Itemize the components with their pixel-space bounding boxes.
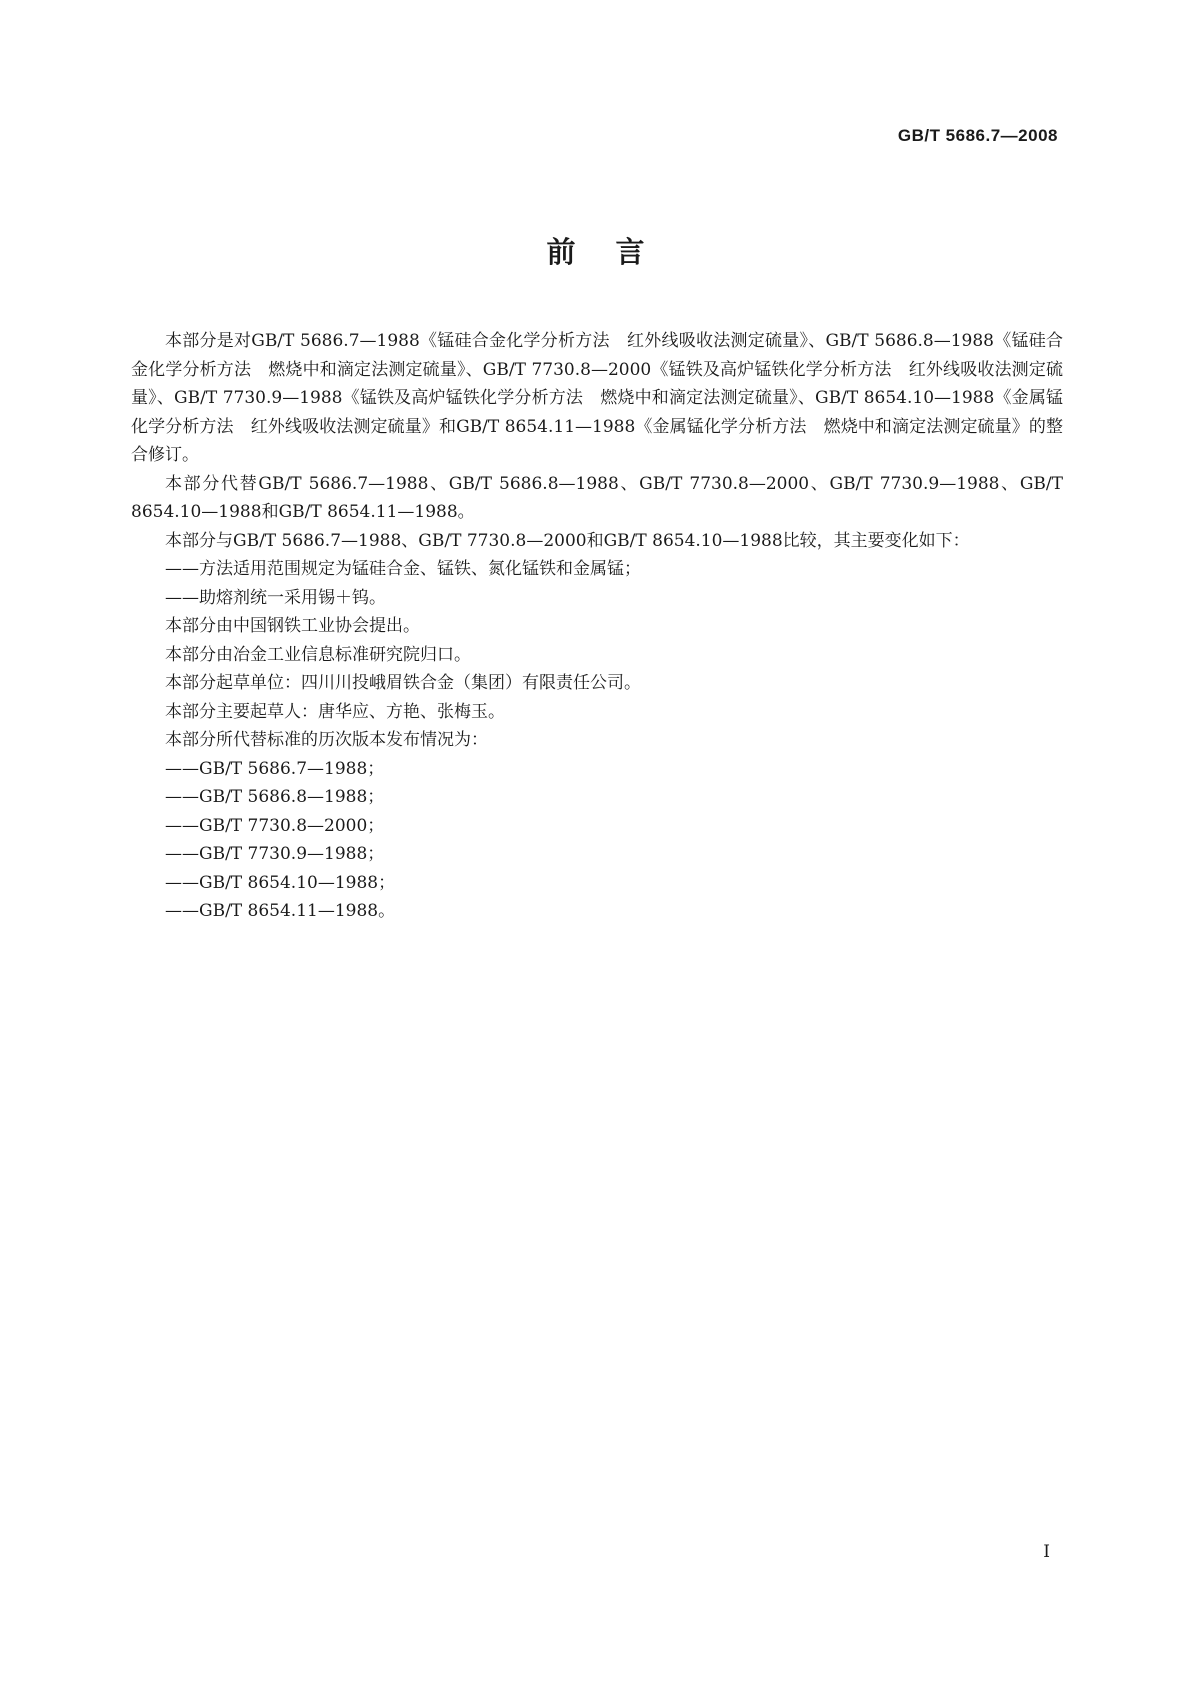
list-item: ——GB/T 7730.9—1988； — [165, 844, 385, 864]
list-item: ——GB/T 5686.8—1988； — [165, 787, 385, 807]
list-item: ——方法适用范围规定为锰硅合金、锰铁、氮化锰铁和金属锰； — [165, 559, 641, 579]
list-item: ——GB/T 5686.7—1988； — [165, 758, 385, 779]
replaces-paragraph: 本部分代替GB/T 5686.7—1988、GB/T 5686.8—1988、GB/T 7730.8—2000、GB/T 7730.9—1988、GB/T 8654.10—1988和GB/T 8654.11—1988。 — [131, 473, 1063, 522]
list-item: ——GB/T 8654.11—1988。 — [165, 901, 396, 921]
list-item: ——GB/T 7730.8—2000； — [165, 815, 385, 836]
drafters-paragraph: 本部分主要起草人：唐华应、方艳、张梅玉。 — [165, 701, 505, 722]
document-body — [131, 327, 1063, 926]
proposed-by-paragraph: 本部分由中国钢铁工业协会提出。 — [165, 616, 420, 636]
centralized-by-paragraph: 本部分由冶金工业信息标准研究院归口。 — [165, 644, 471, 665]
list-item: ——助熔剂统一采用锡＋钨。 — [165, 587, 386, 608]
page-title: 前言 — [546, 235, 685, 269]
list-item: ——GB/T 8654.10—1988； — [165, 872, 396, 893]
page-number: I — [1043, 1542, 1050, 1562]
changes-intro-paragraph: 本部分与GB/T 5686.7—1988、GB/T 7730.8—2000和GB/T 8654.10—1988比较，其主要变化如下： — [165, 530, 970, 551]
scope-paragraph: 本部分是对GB/T 5686.7—1988《锰硅合金化学分析方法 红外线吸收法测定硫量》、GB/T 5686.8—1988《锰硅合金化学分析方法 燃烧中和滴定法测定硫量》、GB/T 7730.8—2000《锰铁及高炉锰铁化学分析方法 红外线吸收法测定硫量》、GB/T 7730.9—1988《锰铁及高炉锰铁化学分析方法 燃烧中和滴定法测定硫量》、GB/T 8654.10—1988《金属锰化学分析方法 红外线吸收法测定硫量》和GB/T 8654.11—1988《金属锰化学分析方法 燃烧中和滴定法测定硫量》的整合修订。 — [131, 331, 1063, 465]
drafting-unit-paragraph: 本部分起草单位：四川川投峨眉铁合金（集团）有限责任公司。 — [165, 673, 641, 693]
standard-number: GB/T 5686.7—2008 — [897, 126, 1058, 145]
history-intro-paragraph: 本部分所代替标准的历次版本发布情况为： — [165, 730, 488, 750]
